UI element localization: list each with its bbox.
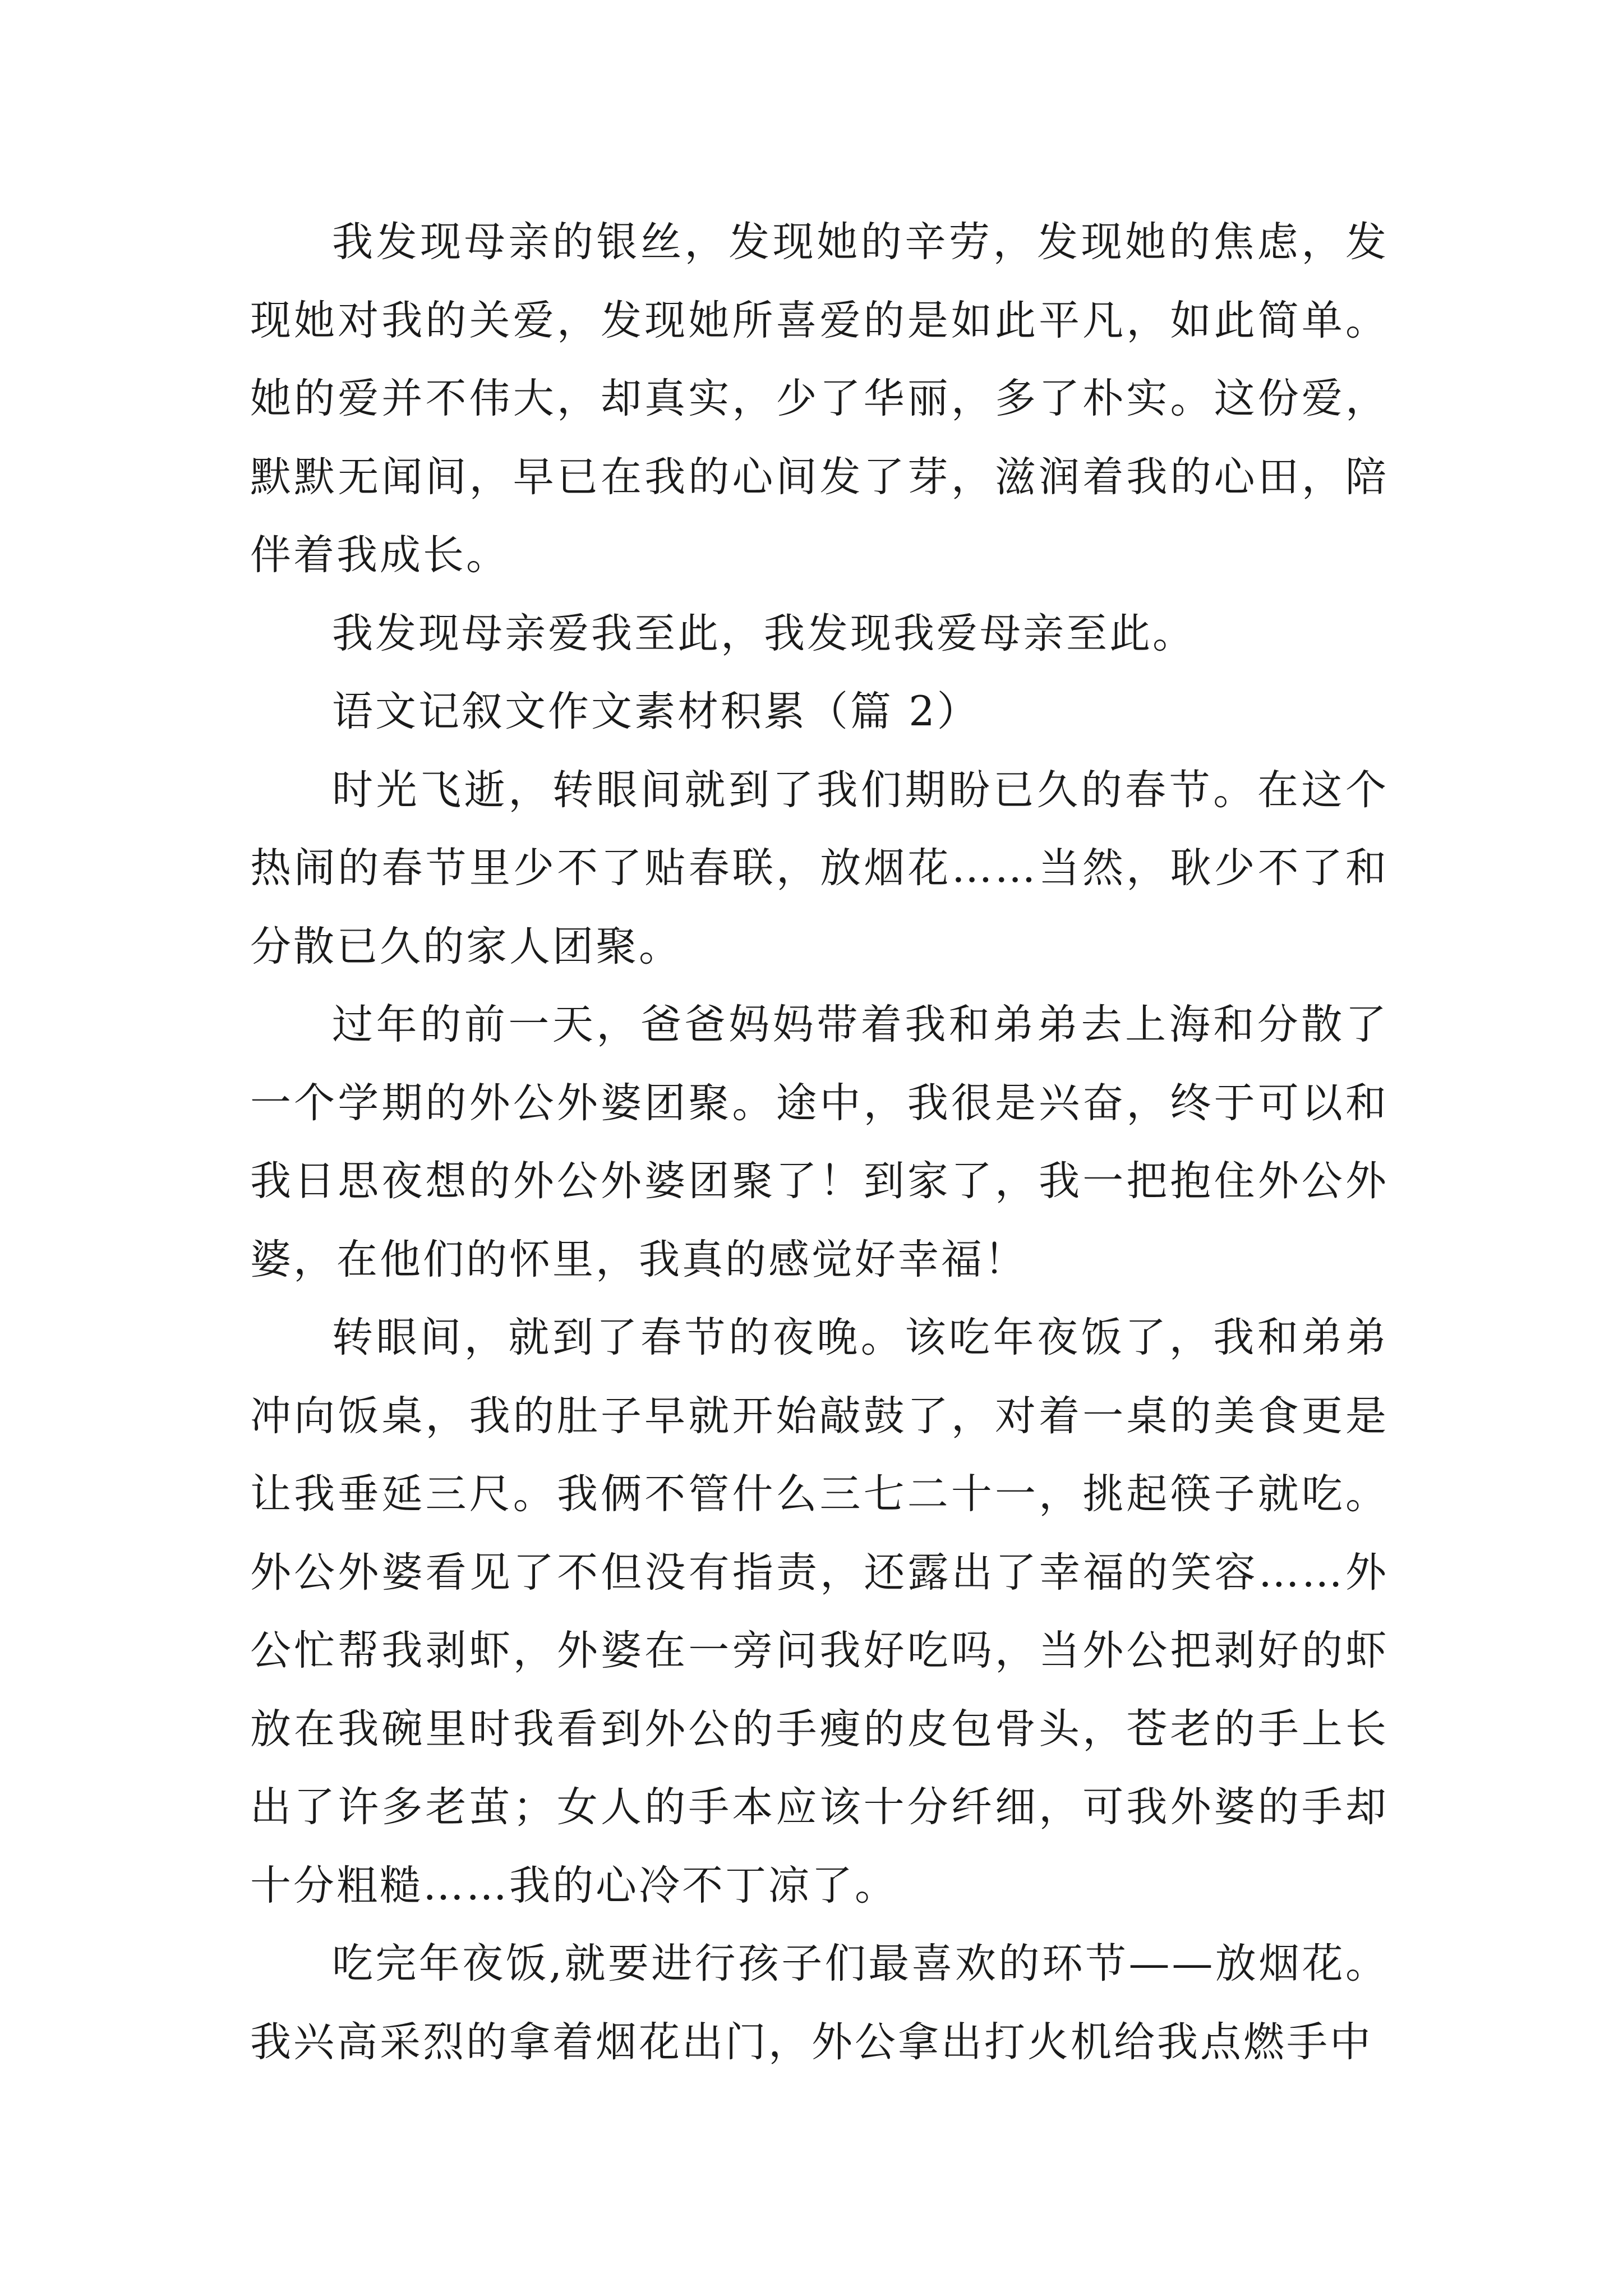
section-heading: 语文记叙文作文素材积累（篇 2）	[332, 688, 980, 735]
paragraph-fireworks: 吃完年夜饭,就要进行孩子们最喜欢的环节——放烟花。我兴高采烈的拿着烟花出门，外公拿出打火机给我点燃手中	[250, 1940, 1389, 2066]
paragraph-new-year-dinner: 转眼间，就到了春节的夜晚。该吃年夜饭了，我和弟弟冲向饭桌，我的肚子早就开始敲鼓了，对着一桌的美食更是让我垂延三尺。我俩不管什么三七二十一，挑起筷子就吃。外公外婆看见了不但没有指责，还露出了幸福的笑容……外公忙帮我剥虾，外婆在一旁问我好吃吗，当外公把剥好的虾放在我碗里时我看到外公的手瘦的皮包骨头，苍老的手上长出了许多老茧；女人的手本应该十分纤细，可我外婆的手却十分粗糙……我的心冷不丁凉了。	[250, 1314, 1389, 1910]
paragraph-mother-love: 我发现母亲的银丝，发现她的辛劳，发现她的焦虑，发现她对我的关爱，发现她所喜爱的是如此平凡，如此简单。她的爱并不伟大，却真实，少了华丽，多了朴实。这份爱，默默无闻间，早已在我的心间发了芽，滋润着我的心田，陪伴着我成长。	[250, 218, 1389, 579]
document-body	[250, 203, 1389, 2081]
paragraph-mother-love-conclusion: 我发现母亲爱我至此，我发现我爱母亲至此。	[332, 609, 1196, 657]
paragraph-reunion: 过年的前一天，爸爸妈妈带着我和弟弟去上海和分散了一个学期的外公外婆团聚。途中，我很是兴奋，终于可以和我日思夜想的外公外婆团聚了！到家了，我一把抱住外公外婆，在他们的怀里，我真的感觉好幸福！	[250, 1001, 1389, 1283]
paragraph-spring-festival-intro: 时光飞逝，转眼间就到了我们期盼已久的春节。在这个热闹的春节里少不了贴春联，放烟花……当然，耿少不了和分散已久的家人团聚。	[250, 766, 1389, 970]
